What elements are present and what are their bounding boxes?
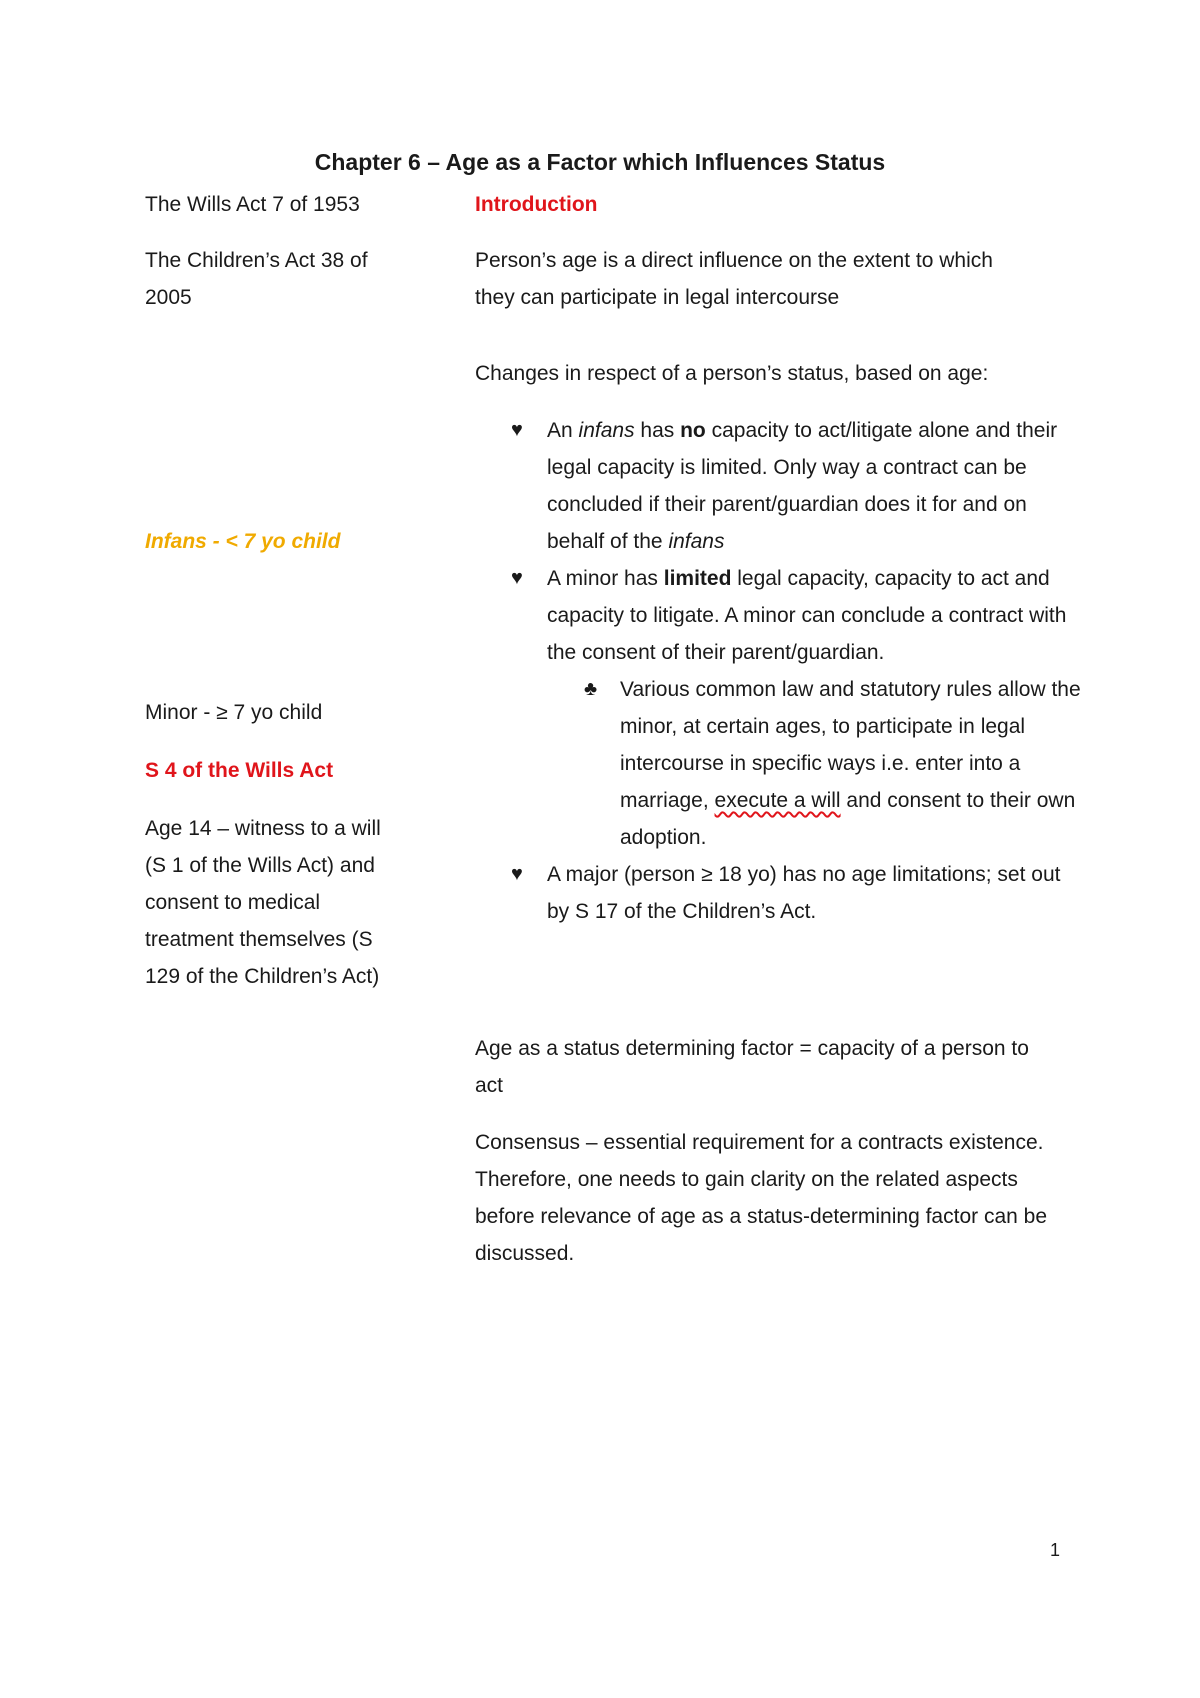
- status-bullet-list: [475, 412, 1085, 930]
- bullet-minor: ♥ A minor has limited legal capacity, capacity to act and capacity to litigate. A minor can conclude a contract with the consent of their parent/guardian.: [475, 560, 1085, 671]
- infans-note: Infans - < 7 yo child: [145, 530, 341, 553]
- changes-paragraph: Changes in respect of a person’s status, based on age:: [475, 362, 989, 385]
- bullet-infans: ♥ An infans has no capacity to act/litigate alone and their legal capacity is limited. Only way a contract can be concluded if their parent/guardian does it for and on behalf of the infans: [475, 412, 1085, 560]
- page-number: 1: [1050, 1540, 1061, 1560]
- age-14-note: Age 14 – witness to a will (S 1 of the Wills Act) and consent to medical treatment themselves (S 129 of the Children’s Act): [145, 817, 381, 988]
- chapter-title: Chapter 6 – Age as a Factor which Influences Status: [314, 149, 886, 175]
- intro-paragraph: Person’s age is a direct influence on the extent to which they can participate in legal intercourse: [475, 249, 993, 309]
- s4-wills-act-heading: S 4 of the Wills Act: [145, 759, 334, 782]
- heart-icon: ♥: [511, 419, 523, 441]
- wills-act-reference: The Wills Act 7 of 1953: [145, 193, 360, 216]
- heart-icon: ♥: [511, 567, 523, 589]
- club-icon: ♣: [584, 678, 598, 700]
- introduction-heading: Introduction: [475, 193, 598, 216]
- consensus-paragraph: Consensus – essential requirement for a contracts existence. Therefore, one needs to gain clarity on the related aspects before relevance of age as a status-determining factor can be discussed.: [475, 1131, 1048, 1265]
- subbullet-common-law: ♣ Various common law and statutory rules allow the minor, at certain ages, to participate in legal intercourse in specific ways i.e. enter into a marriage, execute a will and consent to their own adoption.: [475, 671, 1085, 856]
- childrens-act-reference: The Children’s Act 38 of 2005: [145, 249, 368, 309]
- bullet-major: ♥ A major (person ≥ 18 yo) has no age limitations; set out by S 17 of the Children’s Act.: [475, 856, 1085, 930]
- spellcheck-flagged-text: execute a will: [714, 789, 841, 812]
- age-status-paragraph: Age as a status determining factor = capacity of a person to act: [475, 1037, 1029, 1097]
- minor-note: Minor - ≥ 7 yo child: [145, 701, 323, 724]
- heart-icon: ♥: [511, 863, 523, 885]
